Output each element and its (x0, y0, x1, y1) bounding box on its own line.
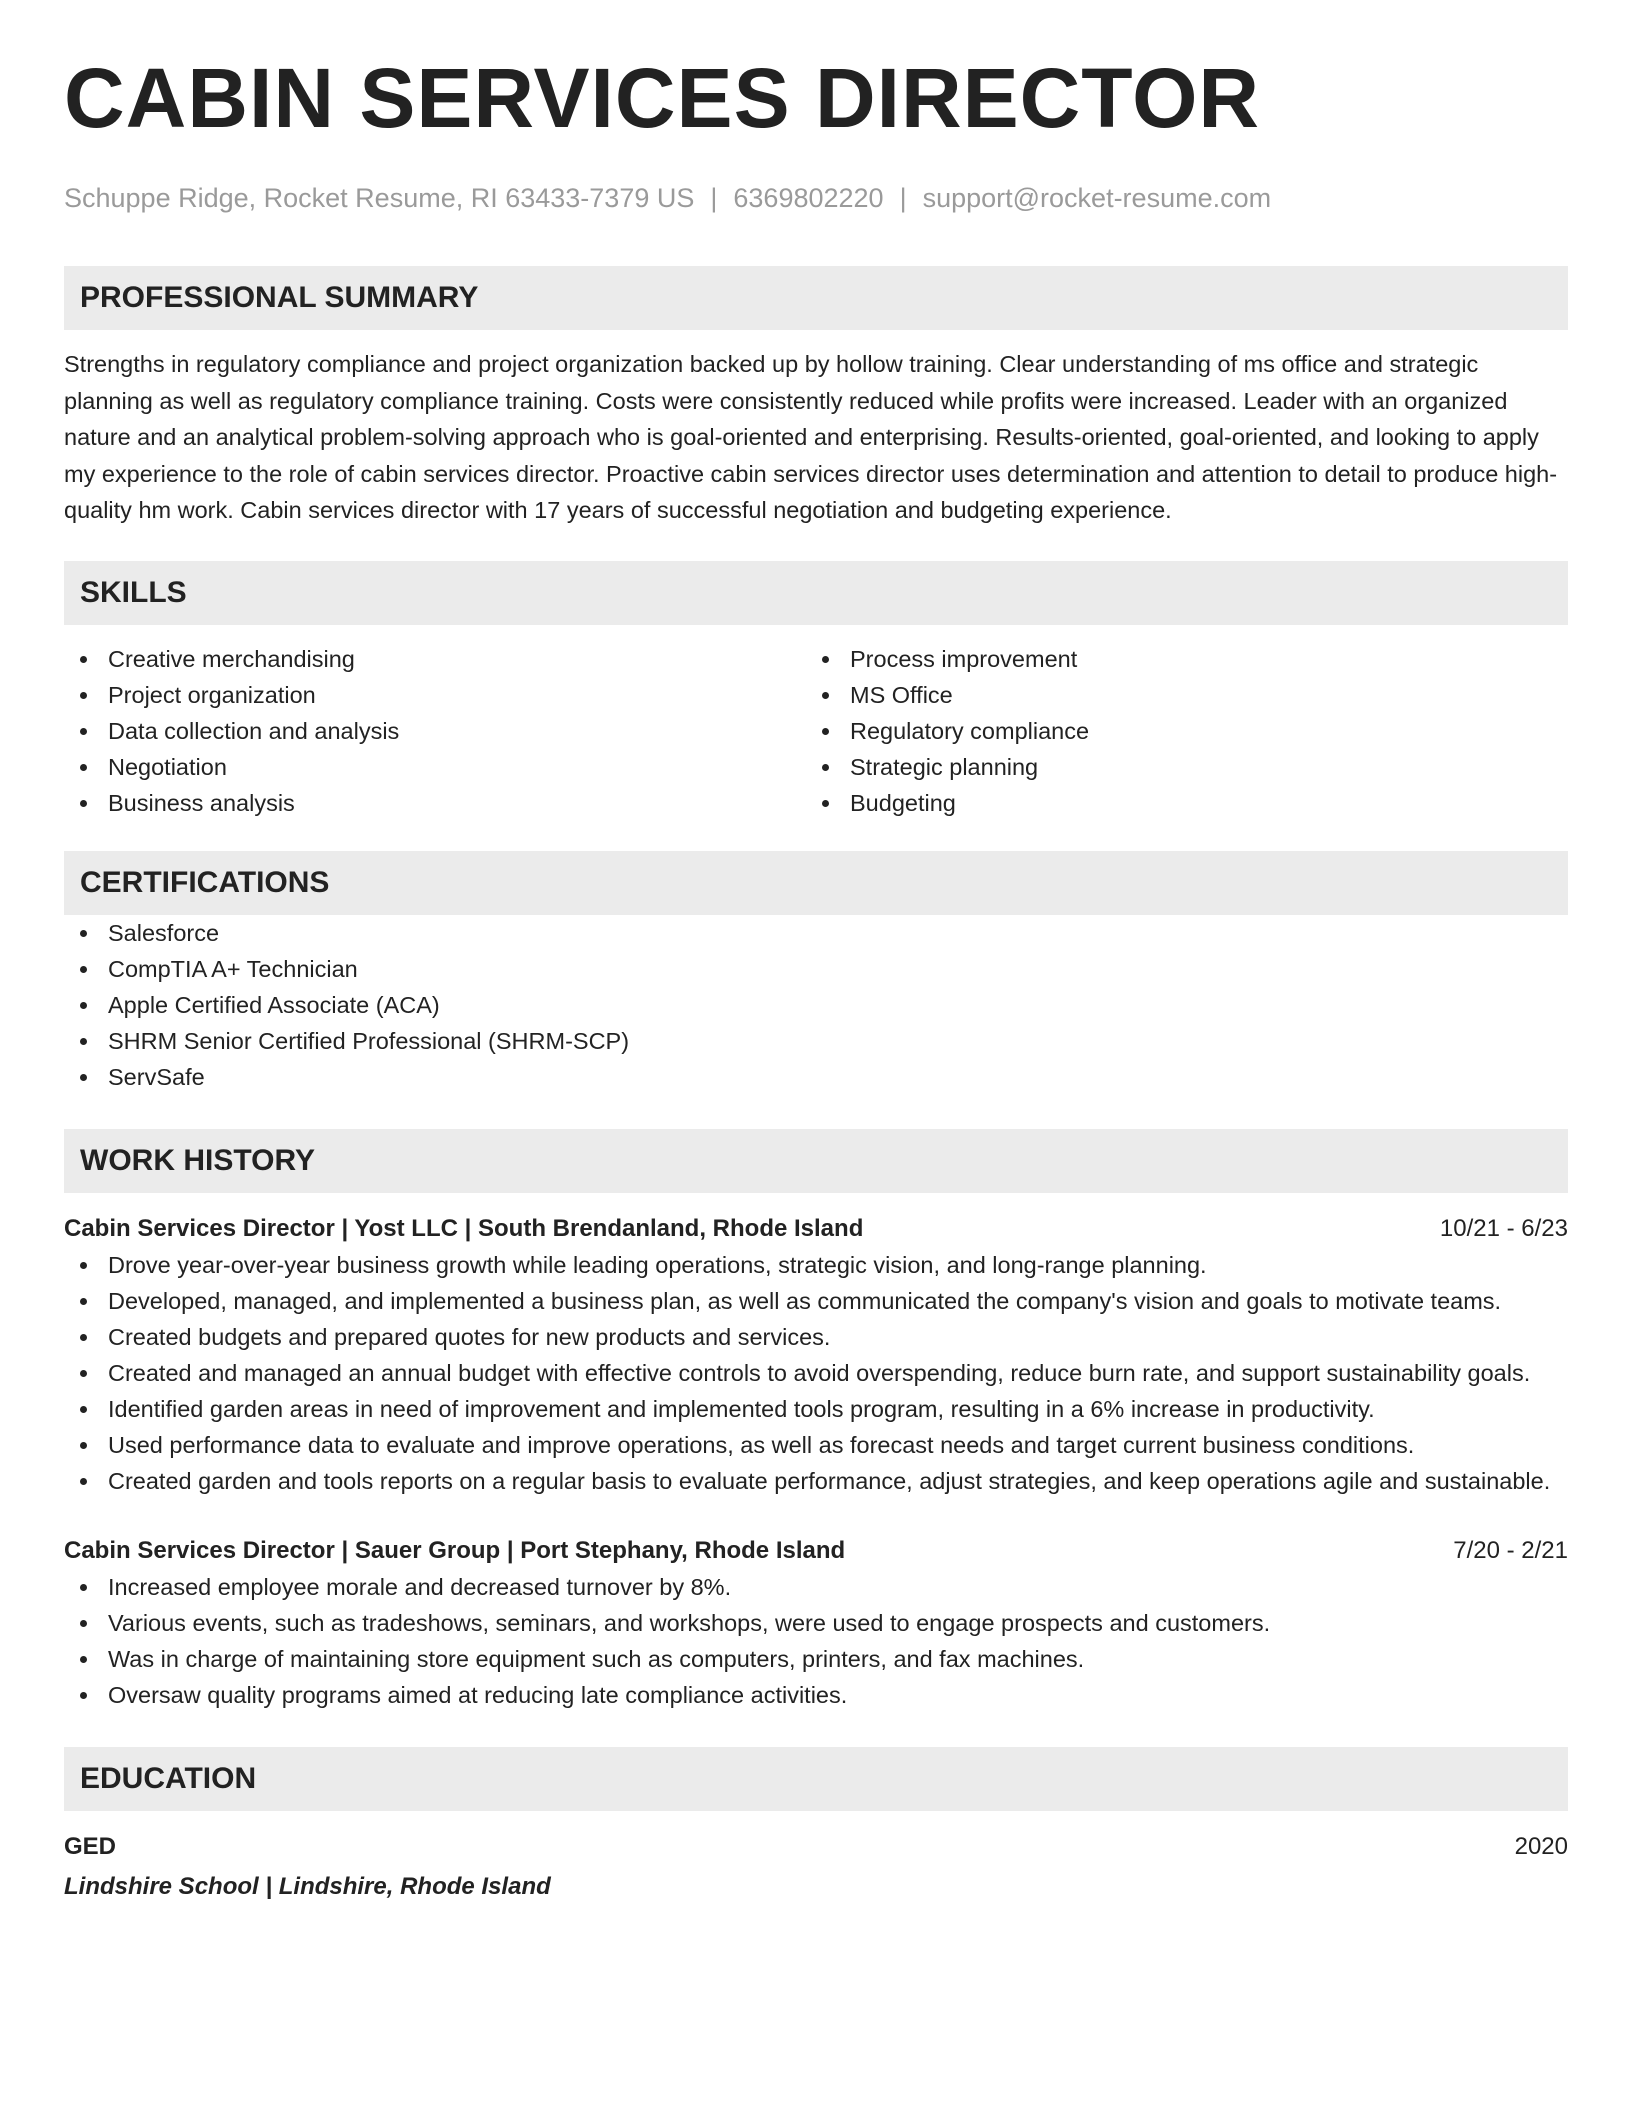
job-bullet: Was in charge of maintaining store equipment such as computers, printers, and fax machines. (64, 1641, 1568, 1677)
job-bullet: Identified garden areas in need of improvement and implemented tools program, resulting in a 6% increase in productivity. (64, 1391, 1568, 1427)
section-heading-education: EDUCATION (64, 1747, 1568, 1811)
job-header (64, 1211, 1568, 1247)
skill-item: Process improvement (806, 641, 1548, 677)
contact-address: Schuppe Ridge, Rocket Resume, RI 63433-7379 US (64, 183, 695, 213)
education-degree: GED (64, 1832, 117, 1860)
skill-item: Creative merchandising (64, 641, 806, 677)
skills-column-right (806, 641, 1548, 821)
skills-grid (64, 641, 1568, 821)
skill-item: Data collection and analysis (64, 713, 806, 749)
summary-text: Strengths in regulatory compliance and project organization backed up by hollow training. Clear understanding of ms office and strategic planning as well as regulatory compliance training. Costs were consistently reduced while profits were increased. Leader with an organized nature and an analytical problem-solving approach who is goal-oriented and enterprising. Results-oriented, goal-oriented, and looking to apply my experience to the role of cabin services director. Proactive cabin services director uses determination and attention to detail to produce high-quality hm work. Cabin services director with 17 years of successful negotiation and budgeting experience. (64, 351, 1558, 523)
certification-item: ServSafe (64, 1059, 1568, 1095)
job-bullet: Used performance data to evaluate and improve operations, as well as forecast needs and target current business conditions. (64, 1427, 1568, 1463)
job-bullet: Created and managed an annual budget with effective controls to avoid overspending, reduce burn rate, and support sustainability goals. (64, 1355, 1568, 1391)
skills-column-left (64, 641, 806, 821)
certification-item: SHRM Senior Certified Professional (SHRM-SCP) (64, 1023, 1568, 1059)
job-bullet: Oversaw quality programs aimed at reducing late compliance activities. (64, 1677, 1568, 1713)
resume-page (64, 50, 1568, 1905)
contact-separator: | (710, 183, 718, 213)
job-bullets (64, 1247, 1568, 1499)
section-heading-summary: PROFESSIONAL SUMMARY (64, 266, 1568, 330)
section-heading-certifications: CERTIFICATIONS (64, 851, 1568, 915)
job-header (64, 1533, 1568, 1569)
job-entry (64, 1211, 1568, 1499)
job-entry (64, 1533, 1568, 1713)
job-bullet: Created budgets and prepared quotes for new products and services. (64, 1319, 1568, 1355)
skill-item: Strategic planning (806, 749, 1548, 785)
job-bullet: Developed, managed, and implemented a business plan, as well as communicated the company's vision and goals to motivate teams. (64, 1283, 1568, 1319)
certification-item: Salesforce (64, 915, 1568, 951)
contact-separator: | (899, 183, 907, 213)
resume-name: CABIN SERVICES DIRECTOR (64, 51, 1261, 145)
job-bullet: Various events, such as tradeshows, seminars, and workshops, were used to engage prospects and customers. (64, 1605, 1568, 1641)
skill-item: Project organization (64, 677, 806, 713)
job-bullet: Created garden and tools reports on a regular basis to evaluate performance, adjust strategies, and keep operations agile and sustainable. (64, 1463, 1568, 1499)
certification-item: Apple Certified Associate (ACA) (64, 987, 1568, 1023)
section-heading-work-history: WORK HISTORY (64, 1129, 1568, 1193)
education-school: Lindshire School | Lindshire, Rhode Island (64, 1872, 551, 1900)
education-year: 2020 (1514, 1832, 1568, 1860)
job-title: Cabin Services Director | Sauer Group | Port Stephany, Rhode Island (64, 1536, 846, 1564)
contact-email: support@rocket-resume.com (922, 183, 1272, 213)
job-title: Cabin Services Director | Yost LLC | South Brendanland, Rhode Island (64, 1214, 864, 1242)
job-dates: 7/20 - 2/21 (1453, 1536, 1568, 1564)
job-bullets (64, 1569, 1568, 1713)
job-bullet: Increased employee morale and decreased turnover by 8%. (64, 1569, 1568, 1605)
skill-item: Regulatory compliance (806, 713, 1548, 749)
skill-item: Negotiation (64, 749, 806, 785)
job-dates: 10/21 - 6/23 (1439, 1214, 1568, 1242)
contact-phone: 6369802220 (733, 183, 884, 213)
section-heading-skills: SKILLS (64, 561, 1568, 625)
certifications-list (64, 915, 1568, 1095)
skill-item: Budgeting (806, 785, 1548, 821)
skill-item: MS Office (806, 677, 1548, 713)
education-header (64, 1829, 1568, 1865)
contact-line (64, 178, 1568, 218)
job-bullet: Drove year-over-year business growth while leading operations, strategic vision, and long-range planning. (64, 1247, 1568, 1283)
skill-item: Business analysis (64, 785, 806, 821)
certification-item: CompTIA A+ Technician (64, 951, 1568, 987)
